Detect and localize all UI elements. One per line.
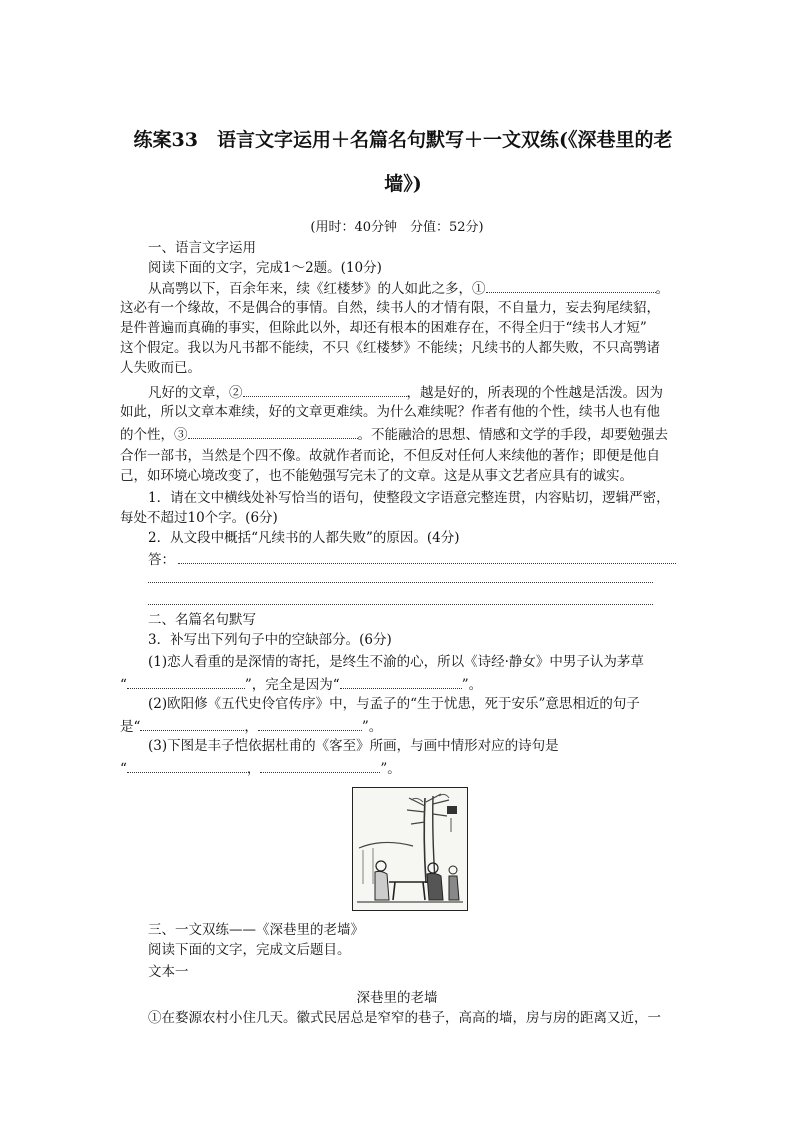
q3-3-line-2: “ ， ”。 — [120, 758, 676, 779]
title-line-2: 墙》) — [384, 173, 422, 195]
q3-prompt: 3．补写出下列句子中的空缺部分。(6分) — [148, 632, 392, 648]
p1-line-4: 这个假定。我以为凡书都不能续，不只《红楼梦》不能续；凡续书的人都失败，不只高鹗诸 — [120, 340, 660, 356]
p1-line-3: 是件普遍而真确的事实，但除此以外，却还有根本的困难存在，不得全归于“续书人才短” — [120, 320, 647, 336]
painting-icon — [353, 788, 467, 910]
text1-label: 文本一 — [148, 964, 189, 980]
section2-heading: 二、名篇名句默写 — [148, 612, 256, 628]
q2-answer-label: 答： — [148, 552, 175, 568]
p1-line-1: 从高鹗以下，百余年来，续《红楼梦》的人如此之多，① 。 — [148, 278, 669, 299]
p2-line-3: 的个性，③ 。不能融洽的思想、情感和文学的手段，却要勉强去 — [120, 424, 676, 445]
fill-blank-q3-3b[interactable] — [260, 758, 380, 773]
p2-line-5: 己，如环境心境改变了，也不能勉强写完未了的文章。这是从事文艺者应具有的诚实。 — [120, 468, 633, 484]
q3-1-line-1: (1)恋人看重的是深情的寄托，是终生不渝的心，所以《诗经·静女》中男子认为茅草 — [148, 654, 644, 670]
section1-heading: 一、语言文字运用 — [148, 240, 256, 256]
page-title — [118, 118, 688, 206]
title-line-1: 练案33 语言文字运用＋名篇名句默写＋一文双练(《深巷里的老 — [133, 129, 673, 151]
answer-line-3[interactable] — [148, 604, 653, 605]
answer-line-2[interactable] — [148, 582, 653, 583]
section1-instruction: 阅读下面的文字，完成1～2题。(10分) — [148, 260, 382, 276]
fill-blank-q3-1a[interactable] — [127, 674, 245, 689]
fill-blank-3[interactable] — [188, 424, 358, 439]
q1-line-2: 每处不超过10个字。(6分) — [120, 510, 278, 526]
q3-3-line-1: (3)下图是丰子恺依据杜甫的《客至》所画，与画中情形对应的诗句是 — [148, 738, 559, 754]
q1-line-1: 1．请在文中横线处补写恰当的语句，使整段文字语意完整连贯，内容贴切，逻辑严密， — [148, 490, 670, 506]
fill-blank-q3-2a[interactable] — [140, 716, 244, 731]
fill-blank-q3-3a[interactable] — [127, 758, 247, 773]
fill-blank-q3-2b[interactable] — [258, 716, 362, 731]
fill-blank-1[interactable] — [486, 278, 656, 293]
q3-2-line-2: 是“ ， ”。 — [120, 716, 676, 737]
p1-line-5: 人失败而已。 — [120, 360, 201, 376]
q3-1-line-2: “ ”，完全是因为“ ”。 — [120, 674, 676, 695]
fill-blank-2[interactable] — [243, 382, 407, 397]
q3-2-line-1: (2)欧阳修《五代史伶官传序》中，与孟子的“生于忧患，死于安乐”意思相近的句子 — [148, 696, 640, 712]
p2-line-2: 如此，所以文章本难续，好的文章更难续。为什么难续呢？作者有他的个性，续书人也有他 — [120, 404, 660, 420]
p2-line-1: 凡好的文章，② ，越是好的，所表现的个性越是活泼。因为 — [148, 382, 663, 403]
text1-title: 深巷里的老墙 — [356, 990, 438, 1006]
feng-zikai-painting — [352, 787, 468, 911]
p1-line-2: 这必有一个缘故，不是偶合的事情。自然，续书人的才情有限，不自量力，妄去狗尾续貂， — [120, 300, 660, 316]
p2-line-4: 合作一部书，当然是个四不像。故就作者而论，不但反对任何人来续他的著作；即便是他自 — [120, 448, 660, 464]
section3-heading: 三、一文双练——《深巷里的老墙》 — [148, 922, 364, 938]
time-score-info: (用时：40分钟 分值：52分) — [310, 220, 484, 235]
section3-instruction: 阅读下面的文字，完成文后题目。 — [148, 942, 351, 958]
text1-paragraph-1: ①在婺源农村小住几天。徽式民居总是窄窄的巷子，高高的墙，房与房的距离又近，一 — [148, 1010, 661, 1026]
fill-blank-q3-1b[interactable] — [340, 674, 462, 689]
q2-prompt: 2．从文段中概括“凡续书的人都失败”的原因。(4分) — [148, 530, 460, 546]
answer-line-1[interactable] — [178, 563, 676, 564]
